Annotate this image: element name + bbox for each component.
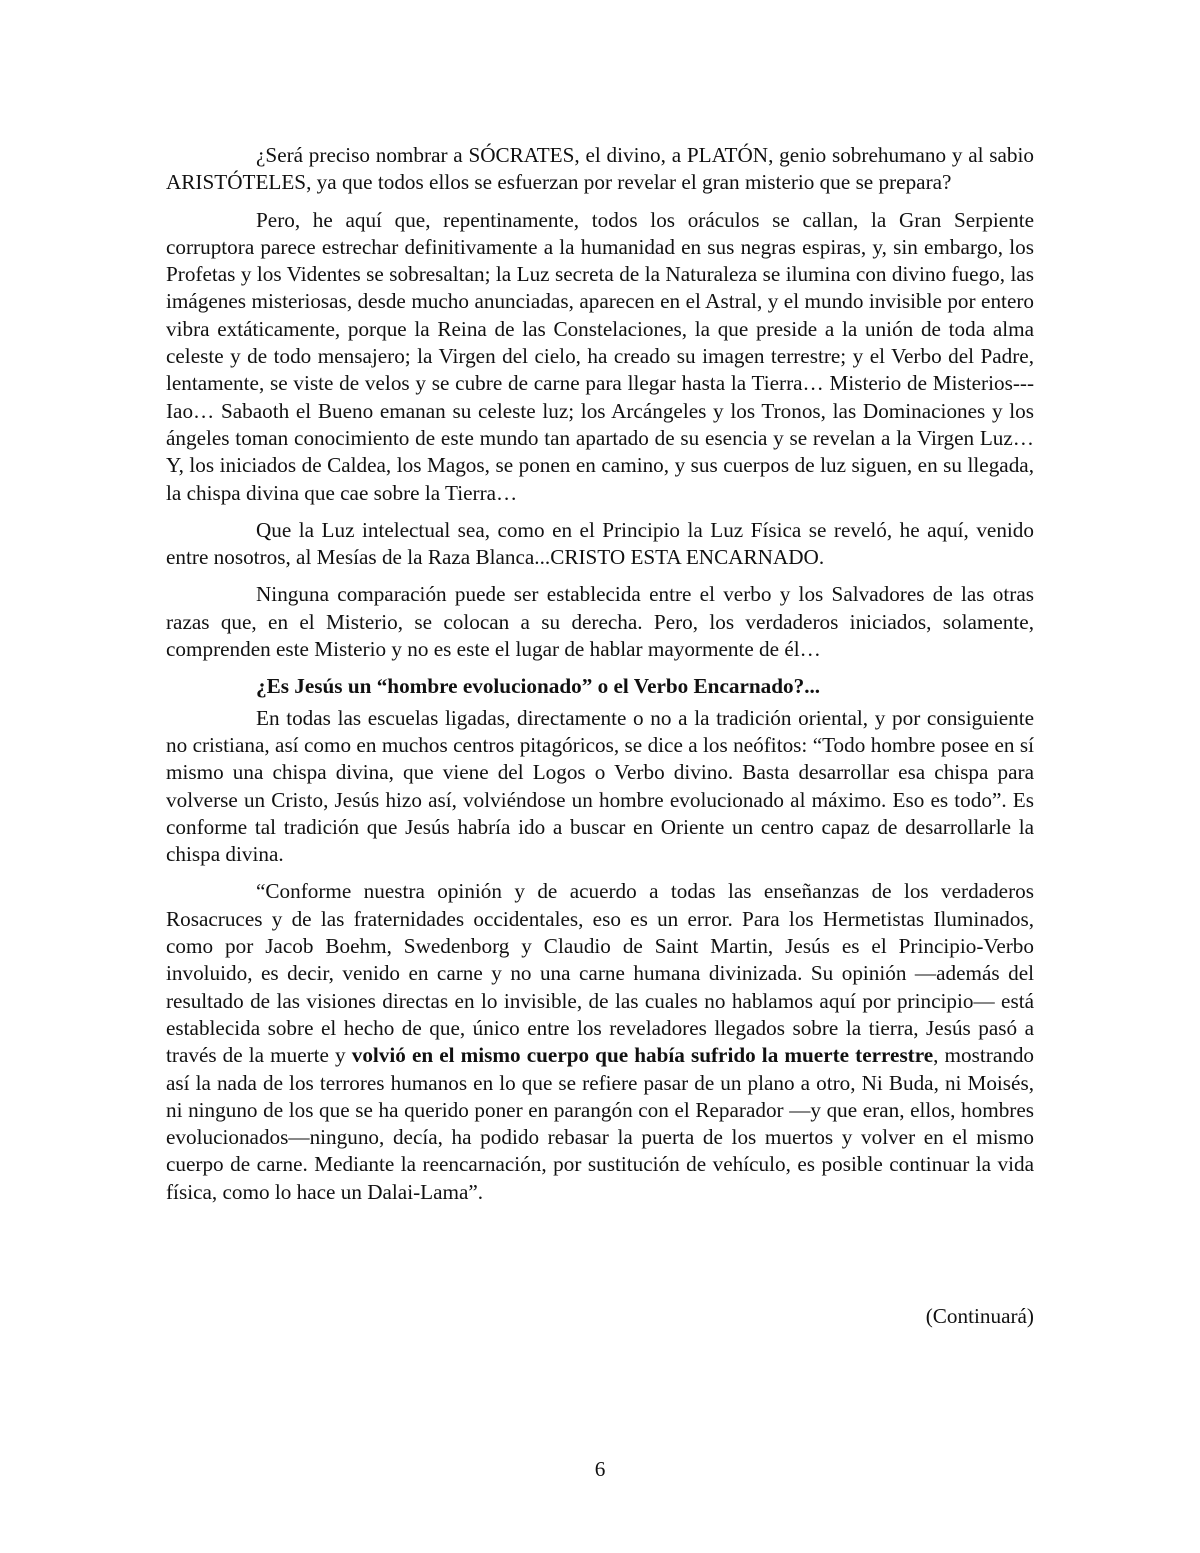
body-text bbox=[166, 142, 1034, 1216]
paragraph-saviors: Ninguna comparación puede ser establecida entre el verbo y los Salvadores de las otras razas que, en el Misterio, se colocan a su derecha. Pero, los verdaderos iniciados, solamente, comprenden este Misterio y no es este el lugar de hablar mayormente de él… bbox=[166, 582, 1034, 662]
paragraph-oracles: Pero, he aquí que, repentinamente, todos los oráculos se callan, la Gran Serpiente corruptora parece estrechar definitivamente a la humanidad en sus negras espiras, y, sin embargo, los Profetas y los Videntes se sobresaltan; la Luz secreta de la Naturaleza se ilumina con divino fuego, las imágenes misteriosas, desde mucho anunciadas, aparecen en el Astral, y el mundo invisible por entero vibra extáticamente, porque la Reina de las Constelaciones, la que preside a la unión de toda alma celeste y de todo mensajero; la Virgen del cielo, ha creado su imagen terrestre; y el Verbo del Padre, lentamente, se viste de velos y se cubre de carne para llegar hasta la Tierra… Misterio de Misterios--- Iao… Sabaoth el Bueno emanan su celeste luz; los Arcángeles y los Tronos, las Dominaciones y los ángeles toman conocimiento de este mundo tan apartado de su esencia y se revelan a la Virgen Luz… Y, los iniciados de Caldea, los Magos, se ponen en camino, y sus cuerpos de luz siguen, en su llegada, la chispa divina que cae sobre la Tierra… bbox=[166, 207, 1034, 505]
paragraph-opinion bbox=[166, 878, 1034, 1206]
section-heading: ¿Es Jesús un “hombre evolucionado” o el Verbo Encarnado?... bbox=[256, 674, 821, 699]
continued-note: (Continuará) bbox=[925, 1304, 1034, 1328]
page-number: 6 bbox=[594, 1457, 606, 1481]
paragraph-opinion-text: “Conforme nuestra opinión y de acuerdo a todas las enseñanzas de los verdaderos Rosacruces y de las fraternidades occidentales, eso es un error. Para los Hermetistas Iluminados, como por Jacob Boehm, Swedenborg y Claudio de Saint Martin, Jesús es el Principio-Verbo involuido, es decir, venido en carne y no una carne humana divinizada. Su opinión —además del resultado de las visiones directas en lo invisible, de las cuales no hablamos aquí por principio— está establecida sobre el hecho de que, único entre los reveladores llegados sobre la tierra, Jesús pasó a través de la muerte y bbox=[166, 879, 1034, 1068]
paragraph-opinion-text-end: , mostrando así la nada de los terrores humanos en lo que se refiere pasar de un plano a otro, Ni Buda, ni Moisés, ni ninguno de los que se ha querido poner en parangón con el Reparador —y que eran, ellos, hombres evolucionados—ninguno, decía, ha podido rebasar la puerta de los muertos y volver en el mismo cuerpo de carne. Mediante la reencarnación, por sustitución de vehículo, es posible continuar la vida física, como lo hace un Dalai-Lama”. bbox=[166, 1043, 1035, 1204]
paragraph-opinion-emphasis: volvió en el mismo cuerpo que había sufrido la muerte terrestre bbox=[351, 1043, 934, 1068]
paragraph-schools: En todas las escuelas ligadas, directamente o no a la tradición oriental, y por consiguiente no cristiana, así como en muchos centros pitagóricos, se dice a los neófitos: “Todo hombre posee en sí mismo una chispa divina, que viene del Logos o Verbo divino. Basta desarrollar esa chispa para volverse un Cristo, Jesús hizo así, volviéndose un hombre evolucionado al máximo. Eso es todo”. Es conforme tal tradición que Jesús habría ido a buscar en Oriente un centro capaz de desarrollarle la chispa divina. bbox=[166, 705, 1034, 867]
paragraph-intellectual-light: Que la Luz intelectual sea, como en el Principio la Luz Física se reveló, he aquí, venido entre nosotros, al Mesías de la Raza Blanca...CRISTO ESTA ENCARNADO. bbox=[166, 517, 1034, 570]
paragraph-socrates: ¿Será preciso nombrar a SÓCRATES, el divino, a PLATÓN, genio sobrehumano y al sabio ARISTÓTELES, ya que todos ellos se esfuerzan por revelar el gran misterio que se prepara? bbox=[166, 143, 1034, 195]
